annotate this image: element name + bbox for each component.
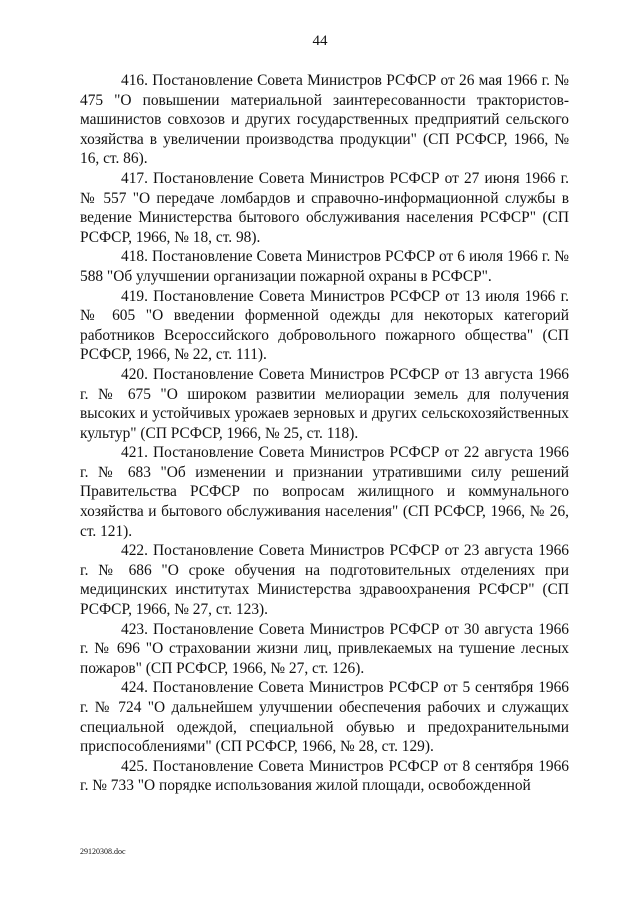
list-item: 419. Постановление Совета Министров РСФСР от 13 июля 1966 г. № 605 "О введении форменной одежды для некоторых категорий работников Всероссийского добровольного пожарного общества" (СП РСФСР, 1966, № 22, ст. 111). <box>80 287 569 364</box>
page-number: 44 <box>312 33 328 49</box>
list-item: 421. Постановление Совета Министров РСФСР от 22 августа 1966 г. № 683 "Об изменении и признании утратившими силу решений Правительства РСФСР по вопросам жилищного и коммунального хозяйства и бытового обслуживания населения" (СП РСФСР, 1966, № 26, ст. 121). <box>80 444 569 540</box>
list-item: 423. Постановление Совета Министров РСФСР от 30 августа 1966 г. № 696 "О страховании жизни лиц, привлекаемых на тушение лесных пожаров" (СП РСФСР, 1966, № 27, ст. 126). <box>80 620 569 677</box>
document-body <box>80 71 569 796</box>
list-item: 418. Постановление Совета Министров РСФСР от 6 июля 1966 г. № 588 "Об улучшении организации пожарной охраны в РСФСР". <box>80 248 569 285</box>
footer-filename: 29120308.doc <box>80 847 126 856</box>
list-item: 425. Постановление Совета Министров РСФСР от 8 сентября 1966 г. № 733 "О порядке использования жилой площади, освобожденной <box>80 757 569 795</box>
list-item: 416. Постановление Совета Министров РСФСР от 26 мая 1966 г. № 475 "О повышении материальной заинтересованности трактористов-машинистов совхозов и других государственных предприятий сельского хозяйства в увеличении производства продукции" (СП РСФСР, 1966, № 16, ст. 86). <box>80 72 569 168</box>
list-item: 417. Постановление Совета Министров РСФСР от 27 июня 1966 г. № 557 "О передаче ломбардов и справочно-информационной службы в ведение Министерства бытового обслуживания населения РСФСР" (СП РСФСР, 1966, № 18, ст. 98). <box>80 169 569 246</box>
list-item: 420. Постановление Совета Министров РСФСР от 13 августа 1966 г. № 675 "О широком развитии мелиорации земель для получения высоких и устойчивых урожаев зерновых и других сельскохозяйственных культур" (СП РСФСР, 1966, № 25, ст. 118). <box>80 365 569 442</box>
list-item: 422. Постановление Совета Министров РСФСР от 23 августа 1966 г. № 686 "О сроке обучения на подготовительных отделениях при медицинских институтах Министерства здравоохранения РСФСР" (СП РСФСР, 1966, № 27, ст. 123). <box>80 542 569 619</box>
list-item: 424. Постановление Совета Министров РСФСР от 5 сентября 1966 г. № 724 "О дальнейшем улучшении обеспечения рабочих и служащих специальной одеждой, специальной обувью и предохранительными приспособлениями" (СП РСФСР, 1966, № 28, ст. 129). <box>80 679 569 756</box>
